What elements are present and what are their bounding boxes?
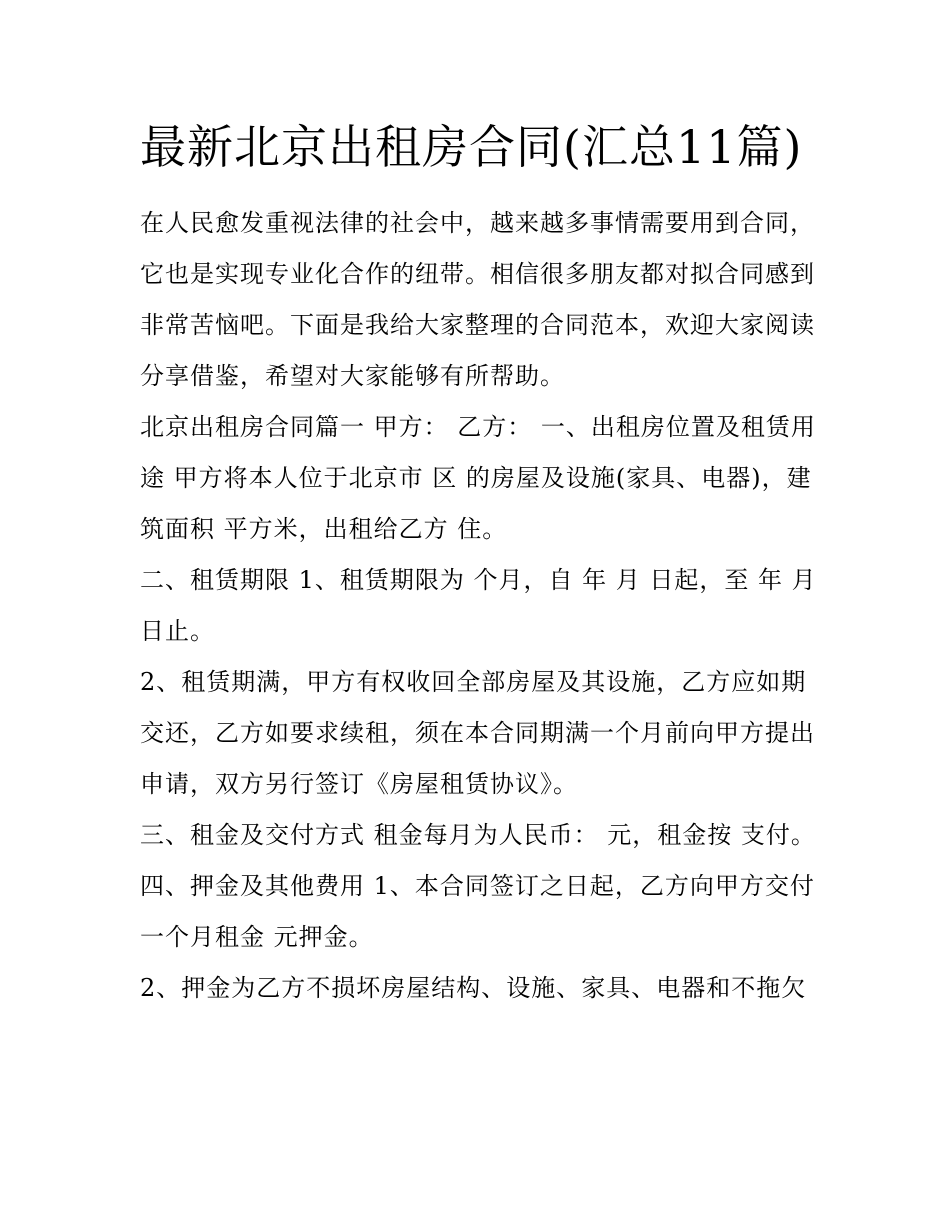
section-one-paragraph: 北京出租房合同篇一 甲方： 乙方： 一、出租房位置及租赁用途 甲方将本人位于北京市 区 的房屋及设施(家具、电器)，建筑面积 平方米，出租给乙方 住。 — [140, 413, 816, 543]
document-title: 最新北京出租房合同(汇总11篇) — [140, 120, 803, 174]
intro-paragraph: 在人民愈发重视法律的社会中，越来越多事情需要用到合同，它也是实现专业化合作的纽带。相信很多朋友都对拟合同感到非常苦恼吧。下面是我给大家整理的合同范本，欢迎大家阅读分享借鉴，希望对大家能够有所帮助。 — [140, 209, 815, 390]
document-body — [140, 110, 820, 1014]
lease-term-paragraph: 二、租赁期限 1、租赁期限为 个月，自 年 月 日起，至 年 月 日止。 — [140, 566, 817, 645]
lease-expiry-paragraph: 2、租赁期满，甲方有权收回全部房屋及其设施，乙方应如期交还，乙方如要求续租，须在本合同期满一个月前向甲方提出申请，双方另行签订《房屋租赁协议》。 — [140, 668, 815, 798]
deposit-purpose-paragraph: 2、押金为乙方不损坏房屋结构、设施、家具、电器和不拖欠 — [140, 974, 807, 1002]
rent-payment-paragraph: 三、租金及交付方式 租金每月为人民币： 元，租金按 支付。 — [140, 821, 816, 849]
deposit-paragraph: 四、押金及其他费用 1、本合同签订之日起，乙方向甲方交付一个月租金 元押金。 — [140, 872, 815, 951]
